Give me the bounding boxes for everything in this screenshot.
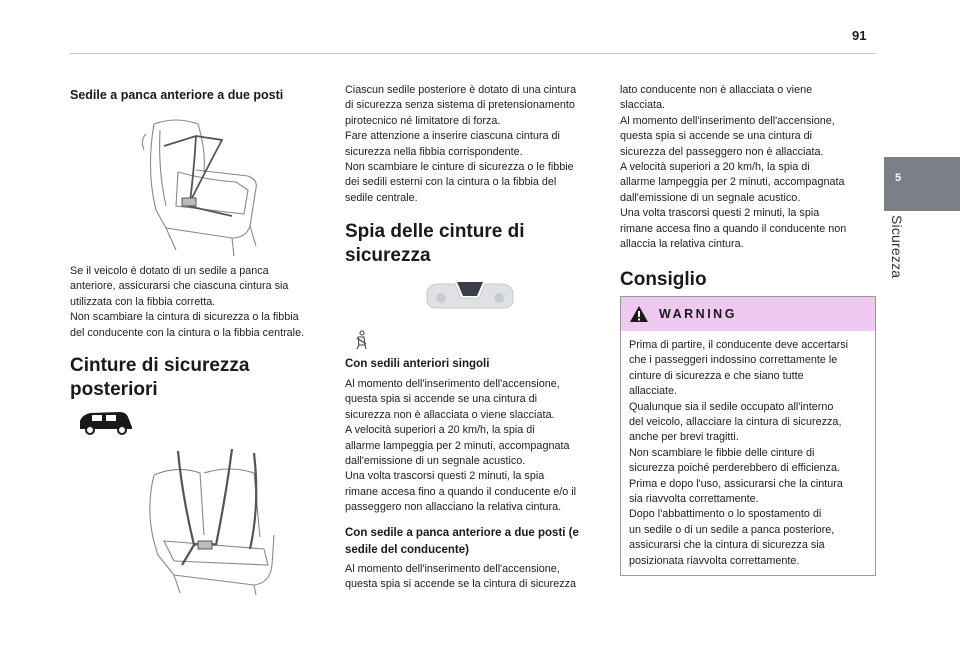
front-bench-text (70, 264, 340, 341)
text-line: di sicurezza senza sistema di pretensionamento (345, 99, 575, 112)
heading-advice: Consiglio (620, 269, 707, 290)
heading-single-seats: Con sedili anteriori singoli (345, 358, 490, 370)
text-line: Al momento dell'inserimento dell'accensione, (620, 114, 835, 127)
warning-box (620, 296, 876, 576)
text-line: sicurezza non è allacciata o viene slacciata. (345, 408, 555, 421)
heading-warning-light (345, 220, 605, 268)
text-line: sia riavvolta correttamente. (629, 493, 759, 506)
text-line: A velocità superiori a 20 km/h, la spia di (345, 424, 535, 437)
warning-triangle-icon (629, 305, 649, 323)
text-line: lato conducente non è allacciata o viene (620, 84, 813, 96)
text-line: Se il veicolo è dotato di un sedile a panca (70, 265, 269, 277)
text-line: del conducente con la cintura o la fibbia centrale. (70, 326, 305, 339)
heading-front-bench: Sedile a panca anteriore a due posti (70, 88, 284, 102)
rear-seat-illustration (134, 445, 284, 595)
text-line: Non scambiare la cintura di sicurezza o la fibbia (70, 311, 299, 324)
text-line: dei sedili esterni con la cintura o la fibbia del (345, 176, 557, 189)
text-line: assicurarsi che la cintura di sicurezza sia (629, 539, 825, 552)
heading-line: Con sedile a panca anteriore a due posti (e (345, 527, 579, 539)
text-line: questa spia si accende se una cintura di (620, 130, 813, 143)
seatbelt-icon (353, 330, 369, 350)
text-line: slacciata. (620, 99, 666, 112)
text-line: sicurezza nella fibbia corrispondente. (345, 145, 523, 158)
text-line: questa spia si accende se la cintura di sicurezza (345, 578, 577, 591)
header-rule (70, 53, 876, 54)
driver-belt-continued (620, 83, 882, 252)
text-line: posizionata riavvolta correttamente. (629, 554, 800, 567)
text-line: rimane accesa fino a quando il conducente e/o il (345, 485, 577, 498)
text-line: dall'emissione di un segnale acustico. (620, 191, 801, 204)
text-line: Prima di partire, il conducente deve accertarsi (629, 339, 849, 351)
bench-driver-text (345, 562, 607, 593)
text-line: Al momento dell'inserimento dell'accensione, (345, 378, 560, 390)
warning-text (621, 331, 875, 576)
heading-rear-belts (70, 354, 330, 402)
text-line: allarme lampeggia per 2 minuti, accompagnata (620, 176, 845, 189)
text-line: sicurezza poiché perderebbero di efficienza. (629, 462, 841, 475)
text-line: Fare attenzione a inserire ciascuna cintura di (345, 130, 560, 143)
text-line: Al momento dell'inserimento dell'accensione, (345, 563, 560, 575)
text-line: Una volta trascorsi questi 2 minuti, la spia (345, 470, 545, 483)
text-line: rimane accesa fino a quando il conducente non (620, 222, 847, 235)
text-line: Prima e dopo l'uso, assicurarsi che la cintura (629, 477, 843, 490)
text-line: Ciascun sedile posteriore è dotato di una cintura (345, 84, 577, 96)
heading-line: sedile del conducente) (345, 544, 469, 556)
text-line: sedile centrale. (345, 191, 418, 204)
text-line: sicurezza del passeggero non è allacciata. (620, 145, 824, 158)
text-line: un sedile o di un sedile a panca posteriore, (629, 523, 835, 536)
warning-header (621, 297, 875, 331)
text-line: cinture di sicurezza e che siano tutte (629, 369, 804, 382)
van-icon (76, 409, 136, 435)
page-number: 91 (852, 28, 867, 43)
heading-line: Spia delle cinture di (345, 221, 525, 242)
text-line: Dopo l'abbattimento o lo spostamento di (629, 508, 822, 521)
text-line: dall'emissione di un segnale acustico. (345, 455, 526, 468)
warning-title: WARNING (659, 307, 737, 321)
text-line: allarme lampeggia per 2 minuti, accompagnata (345, 439, 570, 452)
text-line: Una volta trascorsi questi 2 minuti, la spia (620, 207, 820, 220)
text-line: utilizzata con la fibbia corretta. (70, 295, 216, 308)
chapter-label: Sicurezza (889, 215, 905, 279)
text-line: Non scambiare le fibbie delle cinture di (629, 446, 815, 459)
text-line: A velocità superiori a 20 km/h, la spia di (620, 161, 810, 174)
chapter-number: 5 (894, 172, 902, 184)
text-line: Non scambiare le cinture di sicurezza o le fibbie (345, 161, 574, 174)
heading-line: posteriori (70, 379, 158, 400)
heading-bench-driver (345, 525, 607, 559)
single-seats-text (345, 377, 607, 516)
rear-belts-intro (345, 83, 607, 206)
text-line: allaccia la relativa cintura. (620, 238, 744, 251)
heading-line: sicurezza (345, 245, 431, 266)
text-line: che i passeggeri indossino correttamente le (629, 354, 838, 367)
text-line: passeggero non allacciano la relativa cintura. (345, 501, 562, 514)
text-line: del veicolo, allacciare la cintura di sicurezza, (629, 416, 842, 429)
text-line: allacciate. (629, 385, 678, 398)
text-line: Qualunque sia il sedile occupato all'interno (629, 400, 834, 413)
heading-line: Cinture di sicurezza (70, 355, 250, 376)
text-line: pirotecnico né limitatore di forza. (345, 114, 501, 127)
chapter-tab (884, 157, 960, 211)
dashboard-icon (425, 278, 515, 312)
front-bench-illustration (136, 110, 276, 260)
text-line: anteriore, assicurarsi che ciascuna cintura sia (70, 280, 289, 293)
text-line: questa spia si accende se una cintura di (345, 393, 538, 406)
text-line: anche per brevi tragitti. (629, 431, 739, 444)
